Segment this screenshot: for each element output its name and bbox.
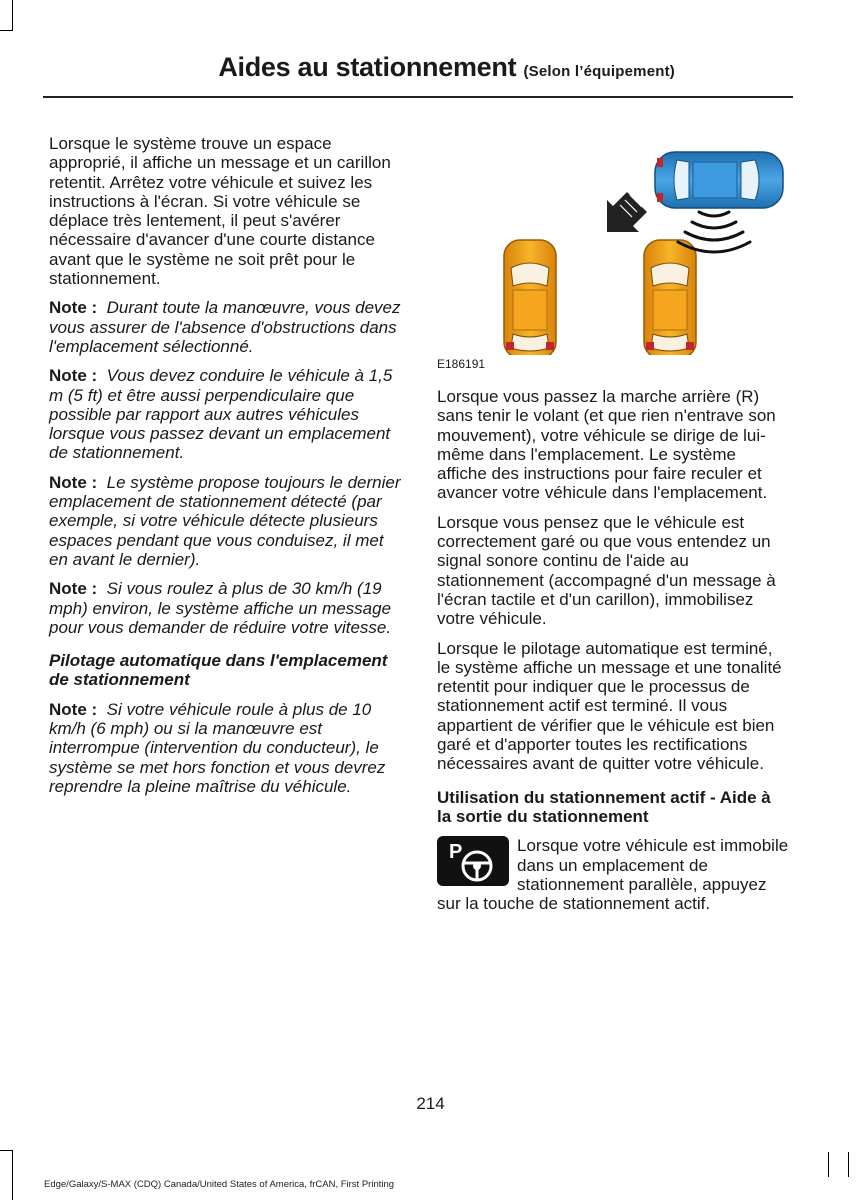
page-number: 214: [416, 1094, 445, 1113]
crop-mark: [828, 1152, 829, 1177]
sensor-waves: [678, 212, 750, 252]
crop-mark: [0, 1150, 13, 1151]
crop-mark: [848, 1152, 849, 1177]
note-label: Note :: [49, 366, 98, 386]
note: [49, 366, 401, 462]
note-text: Si votre véhicule roule à plus de 10 km/h (6 mph) ou si la manœuvre est interrompue (intervention du conducteur), le système se met hors fonction et vous devrez reprendre la pleine maîtrise du véhicule.: [49, 699, 386, 796]
left-column: [49, 134, 401, 806]
parking-illustration: [437, 140, 792, 355]
page-title: [218, 52, 675, 83]
note-text: Si vous roulez à plus de 30 km/h (19 mph) environ, le système affiche un message pour vous demander de réduire votre vitesse.: [49, 579, 392, 637]
right-column: [437, 387, 789, 913]
moving-car: [655, 152, 783, 208]
icon-paragraph: [437, 836, 789, 913]
note-text: Durant toute la manœuvre, vous devez vous assurer de l'absence d'obstructions dans l'emplacement sélectionné.: [49, 298, 401, 356]
note-label: Note :: [49, 579, 98, 599]
parking-diagram: [437, 140, 792, 355]
note: [49, 700, 401, 796]
active-park-assist-icon: [437, 836, 509, 886]
paragraph: Lorsque vous passez la marche arrière (R) sans tenir le volant (et que rien n'entrave son mouvement), votre véhicule se dirige de lui-même dans l'emplacement. Le système affiche des instructions pour faire reculer et avancer votre véhicule dans l'emplacement.: [437, 387, 776, 503]
note: [49, 473, 401, 569]
note: [49, 298, 401, 356]
title-subtitle: (Selon l’équipement): [523, 63, 675, 80]
footer-text: Edge/Galaxy/S-MAX (CDQ) Canada/United States of America, frCAN, First Printing: [44, 1179, 395, 1190]
icon-paragraph-text: Lorsque votre véhicule est immobile dans un emplacement de stationnement parallèle, appuyez sur la touche de stationnement actif.: [437, 836, 789, 914]
note-label: Note :: [49, 298, 98, 318]
svg-text:P: P: [449, 841, 463, 864]
note-text: Le système propose toujours le dernier emplacement de stationnement détecté (par exemple, si votre véhicule détecte plusieurs espaces pendant que vous conduisez, il met en avant le dernier).: [49, 472, 401, 569]
note-text: Vous devez conduire le véhicule à 1,5 m (5 ft) et être aussi perpendiculaire que possible par rapport aux autres véhicules lorsque vous passez devant un emplacement de stationnement.: [49, 366, 393, 463]
note: [49, 579, 401, 637]
note-label: Note :: [49, 699, 98, 719]
crop-mark: [0, 30, 13, 31]
intro-paragraph: Lorsque le système trouve un espace approprié, il affiche un message et un carillon retentit. Arrêtez votre véhicule et suivez les instructions à l'écran. Si votre véhicule se déplace très lentement, il peut s'avérer nécessaire d'avancer d'une courte distance avant que le système ne soit prêt pour le stationnement.: [49, 134, 391, 289]
figure-id: E186191: [437, 357, 486, 371]
note-label: Note :: [49, 472, 98, 492]
direction-arrow-icon: [607, 192, 647, 232]
parked-car-right: [644, 240, 696, 355]
paragraph: Lorsque vous pensez que le véhicule est correctement garé ou que vous entendez un signal sonore continu de l'aide au stationnement (accompagné d'un message à l'écran tactile et d'un carillon), immobilisez votre véhicule.: [437, 512, 776, 629]
page-header: [43, 52, 793, 98]
crop-mark: [12, 0, 13, 30]
title-main: Aides au stationnement: [218, 52, 517, 82]
section-heading: Pilotage automatique dans l'emplacement de stationnement: [49, 651, 388, 690]
crop-mark: [12, 1150, 13, 1200]
parked-car-left: [504, 240, 556, 355]
section-heading: Utilisation du stationnement actif - Aide à la sortie du stationnement: [437, 787, 771, 826]
paragraph: Lorsque le pilotage automatique est terminé, le système affiche un message et une tonalité retentit pour indiquer que le processus de stationnement actif est terminé. Il vous appartient de vérifier que le véhicule est bien garé et d'apporter toutes les rectifications nécessaires avant de quitter votre véhicule.: [437, 638, 782, 774]
